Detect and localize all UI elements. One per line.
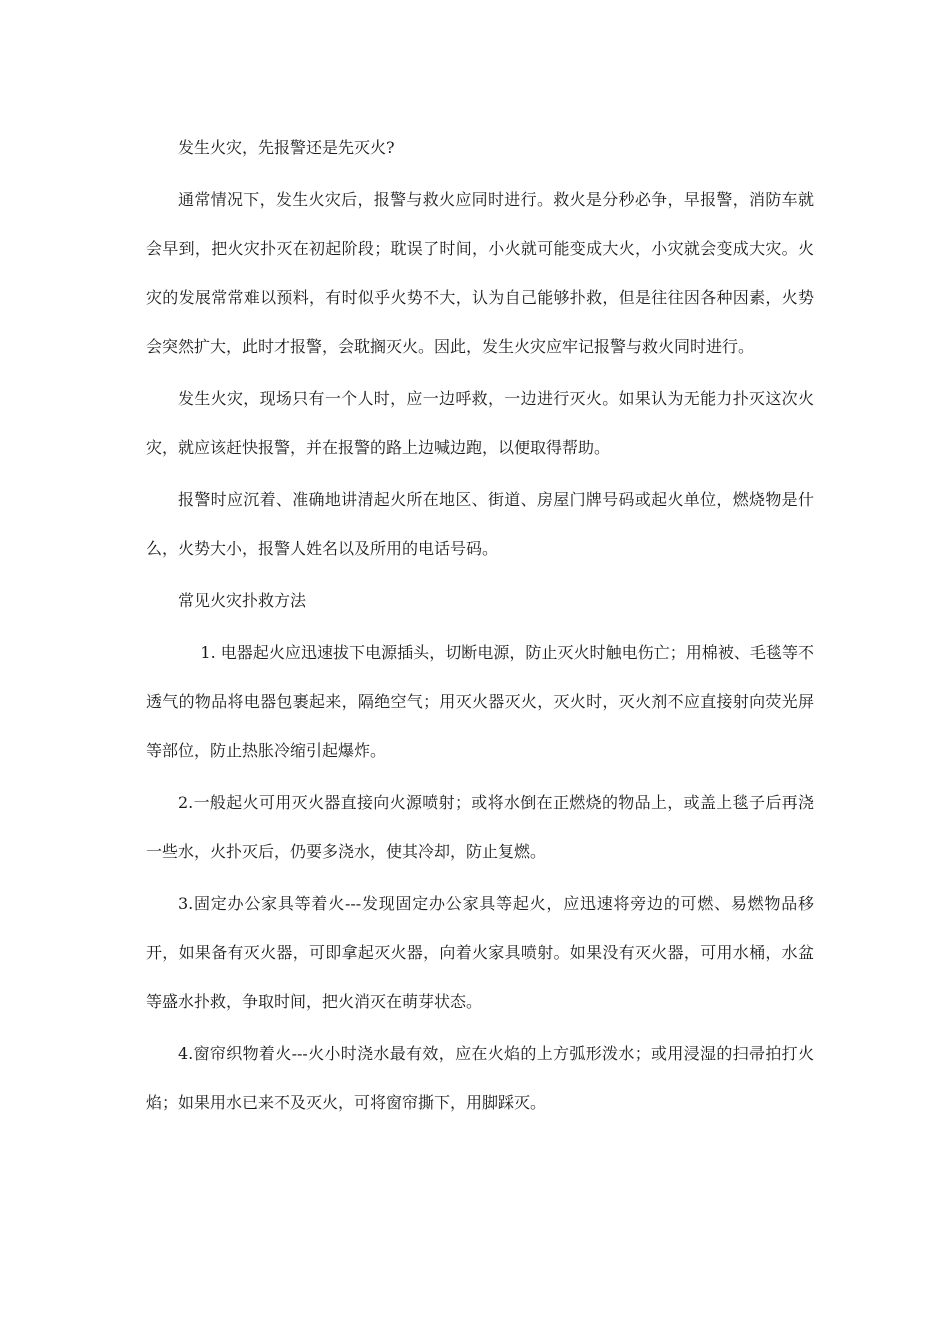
list-item-electrical-fire: 1. 电器起火应迅速拔下电源插头，切断电源，防止灭火时触电伤亡；用棉被、毛毯等不透气的物品将电器包裹起来，隔绝空气；用灭火器灭火，灭火时，灭火剂不应直接射向荧光屏等部位，防止热胀冷缩引起爆炸。	[146, 643, 814, 760]
list-item-general-fire: 2.一般起火可用灭火器直接向火源喷射；或将水倒在正燃烧的物品上，或盖上毯子后再浇一些水，火扑灭后，仍要多浇水，使其冷却，防止复燃。	[146, 793, 814, 861]
list-item-furniture-fire: 3.固定办公家具等着火---发现固定办公家具等起火，应迅速将旁边的可燃、易燃物品移开，如果备有灭火器，可即拿起灭火器，向着火家具喷射。如果没有灭火器，可用水桶，水盆等盛水扑救，争取时间，把火消灭在萌芽状态。	[146, 894, 814, 1011]
question-heading: 发生火灾，先报警还是先灭火?	[178, 138, 395, 157]
paragraph-how-to-report: 报警时应沉着、准确地讲清起火所在地区、街道、房屋门牌号码或起火单位，燃烧物是什么，火势大小，报警人姓名以及所用的电话号码。	[146, 490, 814, 558]
section-heading-methods: 常见火灾扑救方法	[178, 591, 307, 610]
list-item-curtain-fire: 4.窗帘织物着火---火小时浇水最有效，应在火焰的上方弧形泼水；或用浸湿的扫帚拍打火焰；如果用水已来不及灭火，可将窗帘撕下，用脚踩灭。	[146, 1044, 814, 1112]
paragraph-report-and-fight: 通常情况下，发生火灾后，报警与救火应同时进行。救火是分秒必争，早报警，消防车就会早到，把火灾扑灭在初起阶段；耽误了时间，小火就可能变成大火，小灾就会变成大灾。火灾的发展常常难以预料，有时似乎火势不大，认为自己能够扑救，但是往往因各种因素，火势会突然扩大，此时才报警，会耽搁灭火。因此，发生火灾应牢记报警与救火同时进行。	[146, 190, 814, 356]
document-body	[146, 123, 814, 1127]
paragraph-alone-at-scene: 发生火灾，现场只有一个人时，应一边呼救，一边进行灭火。如果认为无能力扑灭这次火灾，就应该赶快报警，并在报警的路上边喊边跑，以便取得帮助。	[146, 389, 814, 457]
